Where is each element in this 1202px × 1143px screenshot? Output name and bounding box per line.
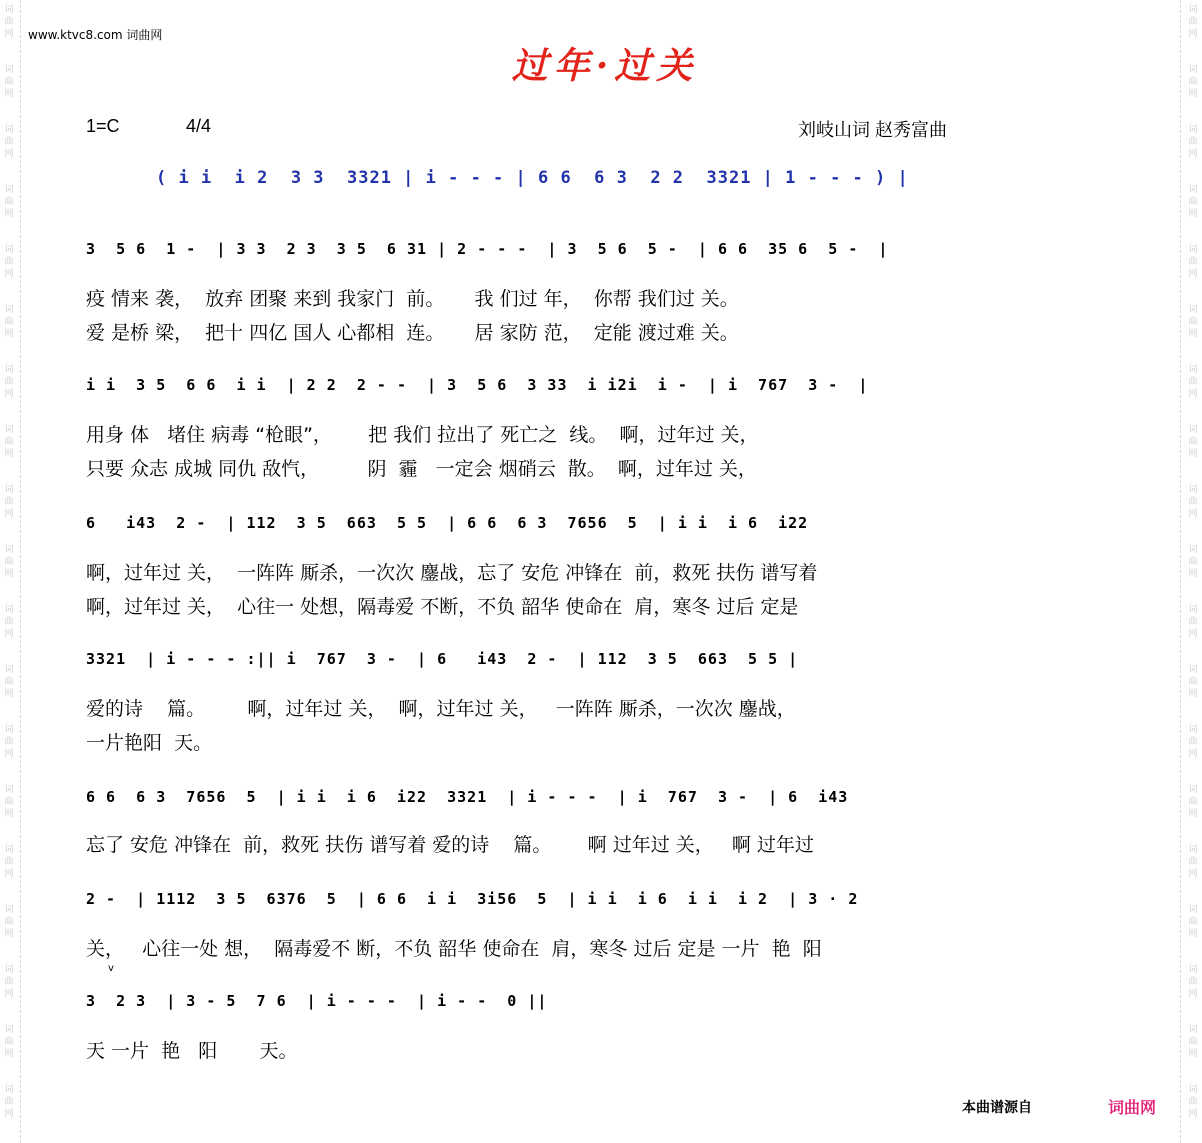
watermark-text: 词 曲 网 xyxy=(4,1025,14,1059)
watermark-text: 词 曲 网 xyxy=(4,545,14,579)
watermark-text: 词 曲 网 xyxy=(4,245,14,279)
watermark-text: 词 曲 网 xyxy=(1188,1085,1198,1119)
right-watermark-strip xyxy=(1184,0,1202,1143)
watermark-text: 词 曲 网 xyxy=(4,965,14,999)
credits: 刘岐山词 赵秀富曲 xyxy=(798,120,948,140)
notation-row-1: 3 5 6 1 - | 3 3 2 3 3 5 6 31 | 2 - - - | 3 5 6 5 - | 6 6 35 6 5 - | xyxy=(86,240,889,258)
watermark-text: 词 曲 网 xyxy=(1188,605,1198,639)
lyric-row-6: 关， 心往一处 想， 隔毒爱不 断，不负 韶华 使命在 肩，寒冬 过后 定是 一片 艳 阳 xyxy=(86,938,822,960)
watermark-text: 词 曲 网 xyxy=(1188,125,1198,159)
watermark-text: 词 曲 网 xyxy=(4,905,14,939)
lyric-row-2-verse-2: 只要 众志 成城 同仇 敌忾， 阴 霾 一定会 烟硝云 散。 啊，过年过 关， xyxy=(86,458,757,480)
key-signature: 1=C xyxy=(86,116,120,136)
lyric-row-3-verse-2: 啊，过年过 关， 心往一 处想，隔毒爱 不断，不负 韶华 使命在 肩，寒冬 过后 定是 xyxy=(86,596,799,618)
watermark-text: 词 曲 网 xyxy=(4,365,14,399)
watermark-text: 词 曲 网 xyxy=(4,485,14,519)
watermark-text: 词 曲 网 xyxy=(1188,245,1198,279)
watermark-text: 词 曲 网 xyxy=(4,305,14,339)
lyric-row-3-verse-1: 啊，过年过 关， 一阵阵 厮杀，一次次 鏖战，忘了 安危 冲锋在 前，救死 扶伤 谱写着 xyxy=(86,562,818,584)
lyric-row-5: 忘了 安危 冲锋在 前，救死 扶伤 谱写着 爱的诗 篇。 啊 过年过 关， 啊 过年过 xyxy=(86,834,814,856)
watermark-text: 词 曲 网 xyxy=(4,845,14,879)
watermark-text: 词 曲 网 xyxy=(1188,785,1198,819)
intro-notation: ( i i i 2 3 3 3321 | i - - - | 6 6 6 3 2 2 3321 | 1 - - - ) | xyxy=(156,168,909,188)
watermark-text: 词 曲 网 xyxy=(4,65,14,99)
watermark-text: 词 曲 网 xyxy=(4,605,14,639)
brand-link[interactable]: 词曲网 xyxy=(1108,1098,1157,1117)
notation-row-5: 6 6 6 3 7656 5 | i i i 6 i22 3321 | i - - - | i 767 3 - | 6 i43 xyxy=(86,788,849,806)
watermark-text: 词 曲 网 xyxy=(4,725,14,759)
watermark-text: 词 曲 网 xyxy=(1188,485,1198,519)
left-divider xyxy=(20,0,21,1143)
watermark-text: 词 曲 网 xyxy=(1188,425,1198,459)
watermark-text: 词 曲 网 xyxy=(4,125,14,159)
watermark-text: 词 曲 网 xyxy=(1188,1025,1198,1059)
watermark-text: 词 曲 网 xyxy=(1188,845,1198,879)
watermark-text: 词 曲 网 xyxy=(4,1085,14,1119)
notation-row-7: 3 2 3 | 3 - 5 7 6 | i - - - | i - - 0 || xyxy=(86,992,548,1010)
lyric-row-1-verse-1: 疫 情来 袭， 放弃 团聚 来到 我家门 前。 我 们过 年， 你帮 我们过 关。 xyxy=(86,288,739,310)
watermark-text: 词 曲 网 xyxy=(4,5,14,39)
notation-row-2: i i 3 5 6 6 i i | 2 2 2 - - | 3 5 6 3 33 i i2i i - | i 767 3 - | xyxy=(86,376,869,394)
left-watermark-strip xyxy=(0,0,18,1143)
right-divider xyxy=(1180,0,1181,1143)
watermark-text: 词 曲 网 xyxy=(1188,965,1198,999)
lyric-row-4-verse-2: 一片艳阳 天。 xyxy=(86,732,213,754)
watermark-text: 词 曲 网 xyxy=(1188,65,1198,99)
watermark-text: 词 曲 网 xyxy=(1188,5,1198,39)
song-title: 过年·过关 xyxy=(511,45,699,87)
lyric-row-2-verse-1: 用身 体 堵住 病毒 “枪眼”， 把 我们 拉出了 死亡之 线。 啊，过年过 关， xyxy=(86,424,759,446)
notation-row-4: 3321 | i - - - :|| i 767 3 - | 6 i43 2 - | 112 3 5 663 5 5 | xyxy=(86,650,799,668)
lyric-row-7: 天 一片 艳 阳 天。 xyxy=(86,1040,298,1062)
notation-row-3: 6 i43 2 - | 112 3 5 663 5 5 | 6 6 6 3 7656 5 | i i i 6 i22 xyxy=(86,514,809,532)
watermark-text: 词 曲 网 xyxy=(4,425,14,459)
watermark-text: 词 曲 网 xyxy=(1188,305,1198,339)
site-url: www.ktvc8.com 词曲网 xyxy=(28,28,163,42)
lyric-row-1-verse-2: 爱 是桥 梁， 把十 四亿 国人 心都相 连。 居 家防 范， 定能 渡过难 关。 xyxy=(86,322,739,344)
watermark-text: 词 曲 网 xyxy=(1188,665,1198,699)
watermark-text: 词 曲 网 xyxy=(1188,725,1198,759)
lyric-row-4-verse-1: 爱的诗 篇。 啊，过年过 关， 啊，过年过 关， 一阵阵 厮杀，一次次 鏖战， xyxy=(86,698,796,720)
breath-mark: v xyxy=(108,963,114,974)
watermark-text: 词 曲 网 xyxy=(1188,185,1198,219)
watermark-text: 词 曲 网 xyxy=(4,665,14,699)
time-signature: 4/4 xyxy=(186,116,212,136)
watermark-text: 词 曲 网 xyxy=(1188,365,1198,399)
watermark-text: 词 曲 网 xyxy=(1188,905,1198,939)
watermark-text: 词 曲 网 xyxy=(1188,545,1198,579)
notation-row-6: 2 - | 1112 3 5 6376 5 | 6 6 i i 3i56 5 | i i i 6 i i i 2 | 3 · 2 xyxy=(86,890,859,908)
source-label: 本曲谱源自 xyxy=(962,1100,1032,1116)
watermark-text: 词 曲 网 xyxy=(4,185,14,219)
watermark-text: 词 曲 网 xyxy=(4,785,14,819)
